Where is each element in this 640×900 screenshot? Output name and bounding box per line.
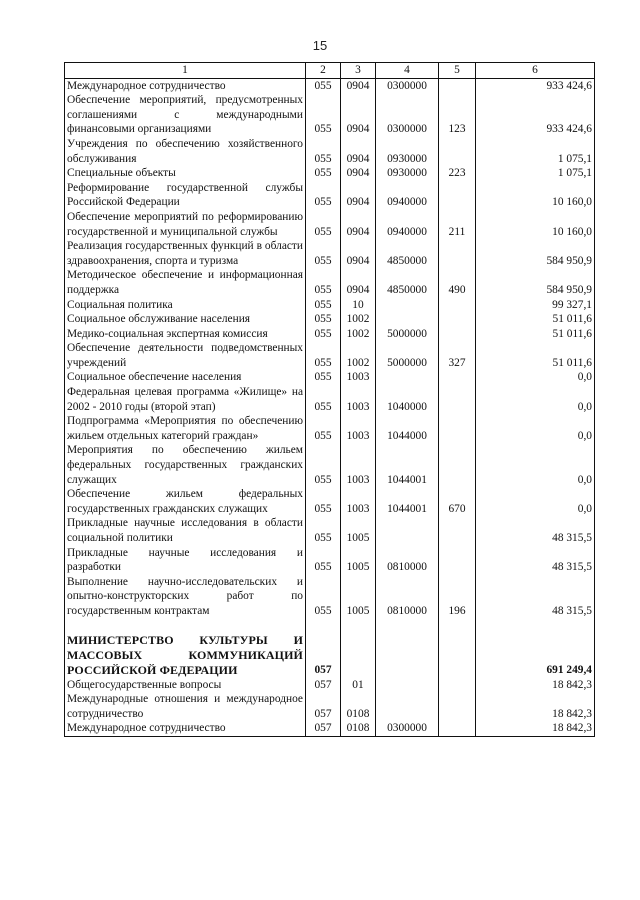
spacer-cell (65, 619, 306, 633)
row-code-section: 0904 (341, 78, 376, 93)
row-code-admin: 055 (306, 268, 341, 297)
row-code-section: 1005 (341, 575, 376, 619)
row-code-target: 0300000 (376, 721, 439, 736)
row-amount: 99 327,1 (476, 298, 595, 313)
row-code-section (341, 633, 376, 678)
row-code-section: 10 (341, 298, 376, 313)
row-code-admin: 057 (306, 633, 341, 678)
row-code-admin: 057 (306, 678, 341, 693)
table-row (65, 341, 595, 370)
row-code-section: 1003 (341, 370, 376, 385)
row-amount: 933 424,6 (476, 78, 595, 93)
row-code-expense: 211 (439, 210, 476, 239)
row-code-target (376, 678, 439, 693)
table-row (65, 575, 595, 619)
row-code-admin: 055 (306, 78, 341, 93)
table-row (65, 487, 595, 516)
row-code-admin: 055 (306, 166, 341, 181)
row-amount: 10 160,0 (476, 210, 595, 239)
row-code-admin: 055 (306, 443, 341, 487)
table-row (65, 93, 595, 137)
row-code-section: 1003 (341, 414, 376, 443)
row-code-target: 0300000 (376, 78, 439, 93)
row-code-target: 1044001 (376, 487, 439, 516)
row-code-target: 1044000 (376, 414, 439, 443)
row-code-target: 1040000 (376, 385, 439, 414)
row-name: Социальная политика (65, 298, 306, 313)
column-header: 2 (306, 63, 341, 79)
budget-table (64, 62, 595, 737)
row-code-admin: 055 (306, 137, 341, 166)
spacer-cell (439, 619, 476, 633)
row-code-target: 0930000 (376, 166, 439, 181)
row-code-section: 0108 (341, 692, 376, 721)
row-code-section: 01 (341, 678, 376, 693)
row-code-admin: 055 (306, 414, 341, 443)
row-name: Реформирование государственной службы Российской Федерации (65, 181, 306, 210)
row-code-admin: 055 (306, 93, 341, 137)
row-code-section: 0904 (341, 239, 376, 268)
row-code-section: 1003 (341, 443, 376, 487)
table-row (65, 312, 595, 327)
row-code-expense: 123 (439, 93, 476, 137)
header-row (65, 63, 595, 79)
table-row (65, 210, 595, 239)
table-row (65, 137, 595, 166)
row-amount: 51 011,6 (476, 341, 595, 370)
table-row (65, 181, 595, 210)
row-code-expense (439, 298, 476, 313)
row-code-expense (439, 678, 476, 693)
spacer-row (65, 619, 595, 633)
row-amount: 0,0 (476, 443, 595, 487)
row-code-expense: 196 (439, 575, 476, 619)
row-code-admin: 057 (306, 692, 341, 721)
row-name: Подпрограмма «Мероприятия по обеспечению жильем отдельных категорий граждан» (65, 414, 306, 443)
row-code-expense (439, 239, 476, 268)
row-code-expense (439, 385, 476, 414)
row-code-expense (439, 516, 476, 545)
column-header: 1 (65, 63, 306, 79)
row-code-section: 1005 (341, 546, 376, 575)
row-amount: 48 315,5 (476, 575, 595, 619)
row-code-target (376, 516, 439, 545)
row-code-section: 1002 (341, 312, 376, 327)
row-code-target: 0810000 (376, 546, 439, 575)
row-code-expense (439, 546, 476, 575)
row-amount: 48 315,5 (476, 546, 595, 575)
row-code-target (376, 312, 439, 327)
row-code-target: 4850000 (376, 239, 439, 268)
row-code-admin: 055 (306, 341, 341, 370)
row-code-admin: 055 (306, 210, 341, 239)
row-code-target: 0940000 (376, 210, 439, 239)
row-name: Обеспечение жильем федеральных государственных гражданских служащих (65, 487, 306, 516)
table-row (65, 78, 595, 93)
row-code-expense: 490 (439, 268, 476, 297)
table-row (65, 633, 595, 678)
row-code-admin: 055 (306, 516, 341, 545)
row-code-expense (439, 633, 476, 678)
table-row (65, 370, 595, 385)
spacer-cell (476, 619, 595, 633)
row-amount: 691 249,4 (476, 633, 595, 678)
row-name: Методическое обеспечение и информационная поддержка (65, 268, 306, 297)
row-code-section: 1003 (341, 385, 376, 414)
row-code-section: 1005 (341, 516, 376, 545)
table-row (65, 443, 595, 487)
row-code-section: 1002 (341, 341, 376, 370)
row-code-admin: 055 (306, 239, 341, 268)
table-row (65, 414, 595, 443)
row-code-admin: 055 (306, 312, 341, 327)
row-name: Социальное обслуживание населения (65, 312, 306, 327)
row-code-expense (439, 327, 476, 342)
row-amount: 10 160,0 (476, 181, 595, 210)
row-code-section: 1003 (341, 487, 376, 516)
row-code-target (376, 633, 439, 678)
row-code-expense (439, 721, 476, 736)
row-amount: 0,0 (476, 385, 595, 414)
row-name: Специальные объекты (65, 166, 306, 181)
row-name: Обеспечение мероприятий, предусмотренных соглашениями с международными финансовыми организациями (65, 93, 306, 137)
spacer-cell (306, 619, 341, 633)
table-row (65, 546, 595, 575)
row-code-target: 0300000 (376, 93, 439, 137)
row-code-target: 5000000 (376, 327, 439, 342)
page-number: 15 (312, 38, 328, 53)
table-row (65, 327, 595, 342)
row-code-expense (439, 414, 476, 443)
row-name: Обеспечение мероприятий по реформированию государственной и муниципальной службы (65, 210, 306, 239)
row-name: Учреждения по обеспечению хозяйственного обслуживания (65, 137, 306, 166)
row-name: Социальное обеспечение населения (65, 370, 306, 385)
row-code-admin: 055 (306, 298, 341, 313)
spacer-cell (341, 619, 376, 633)
row-code-target: 4850000 (376, 268, 439, 297)
table-row (65, 678, 595, 693)
row-amount: 1 075,1 (476, 137, 595, 166)
row-code-target: 5000000 (376, 341, 439, 370)
row-code-section: 0904 (341, 166, 376, 181)
row-amount: 0,0 (476, 487, 595, 516)
row-code-admin: 055 (306, 181, 341, 210)
row-code-expense (439, 692, 476, 721)
row-name: Международное сотрудничество (65, 78, 306, 93)
row-code-section: 0904 (341, 137, 376, 166)
row-name: Общегосударственные вопросы (65, 678, 306, 693)
row-name: Международное сотрудничество (65, 721, 306, 736)
row-code-expense: 327 (439, 341, 476, 370)
row-name: МИНИСТЕРСТВО КУЛЬТУРЫ И МАССОВЫХ КОММУНИКАЦИЙ РОССИЙСКОЙ ФЕДЕРАЦИИ (65, 633, 306, 678)
row-name: Прикладные научные исследования в области социальной политики (65, 516, 306, 545)
row-code-expense (439, 137, 476, 166)
table-row (65, 721, 595, 736)
row-code-expense (439, 370, 476, 385)
row-amount: 933 424,6 (476, 93, 595, 137)
row-code-expense (439, 78, 476, 93)
row-amount: 51 011,6 (476, 312, 595, 327)
row-code-admin: 055 (306, 487, 341, 516)
row-code-target (376, 692, 439, 721)
column-header: 4 (376, 63, 439, 79)
row-name: Федеральная целевая программа «Жилище» на 2002 - 2010 годы (второй этап) (65, 385, 306, 414)
row-name: Реализация государственных функций в области здравоохранения, спорта и туризма (65, 239, 306, 268)
row-code-expense (439, 443, 476, 487)
row-name: Выполнение научно-исследовательских и опытно-конструкторских работ по государственным контрактам (65, 575, 306, 619)
table-row (65, 166, 595, 181)
row-code-section: 0904 (341, 210, 376, 239)
row-code-section: 0904 (341, 93, 376, 137)
row-amount: 0,0 (476, 414, 595, 443)
row-code-admin: 055 (306, 327, 341, 342)
row-code-section: 0904 (341, 268, 376, 297)
table-row (65, 385, 595, 414)
row-code-target: 0940000 (376, 181, 439, 210)
table-row (65, 298, 595, 313)
row-code-target (376, 370, 439, 385)
row-amount: 18 842,3 (476, 721, 595, 736)
row-name: Обеспечение деятельности подведомственных учреждений (65, 341, 306, 370)
row-code-target: 0810000 (376, 575, 439, 619)
row-code-expense (439, 181, 476, 210)
row-amount: 51 011,6 (476, 327, 595, 342)
table-row (65, 516, 595, 545)
row-code-expense: 670 (439, 487, 476, 516)
row-code-section: 0108 (341, 721, 376, 736)
row-name: Медико-социальная экспертная комиссия (65, 327, 306, 342)
row-code-target (376, 298, 439, 313)
row-amount: 0,0 (476, 370, 595, 385)
row-code-target: 0930000 (376, 137, 439, 166)
row-name: Прикладные научные исследования и разработки (65, 546, 306, 575)
row-code-target: 1044001 (376, 443, 439, 487)
row-code-expense (439, 312, 476, 327)
row-code-admin: 055 (306, 370, 341, 385)
row-code-admin: 055 (306, 385, 341, 414)
row-amount: 18 842,3 (476, 678, 595, 693)
row-code-expense: 223 (439, 166, 476, 181)
table-row (65, 268, 595, 297)
table-row (65, 692, 595, 721)
row-amount: 584 950,9 (476, 239, 595, 268)
row-code-admin: 055 (306, 575, 341, 619)
row-amount: 584 950,9 (476, 268, 595, 297)
column-header: 3 (341, 63, 376, 79)
row-code-admin: 055 (306, 546, 341, 575)
row-code-section: 0904 (341, 181, 376, 210)
spacer-cell (376, 619, 439, 633)
column-header: 5 (439, 63, 476, 79)
row-amount: 1 075,1 (476, 166, 595, 181)
table-row (65, 239, 595, 268)
row-name: Международные отношения и международное сотрудничество (65, 692, 306, 721)
row-amount: 48 315,5 (476, 516, 595, 545)
row-amount: 18 842,3 (476, 692, 595, 721)
row-name: Мероприятия по обеспечению жильем федеральных государственных гражданских служащих (65, 443, 306, 487)
column-header: 6 (476, 63, 595, 79)
row-code-section: 1002 (341, 327, 376, 342)
row-code-admin: 057 (306, 721, 341, 736)
